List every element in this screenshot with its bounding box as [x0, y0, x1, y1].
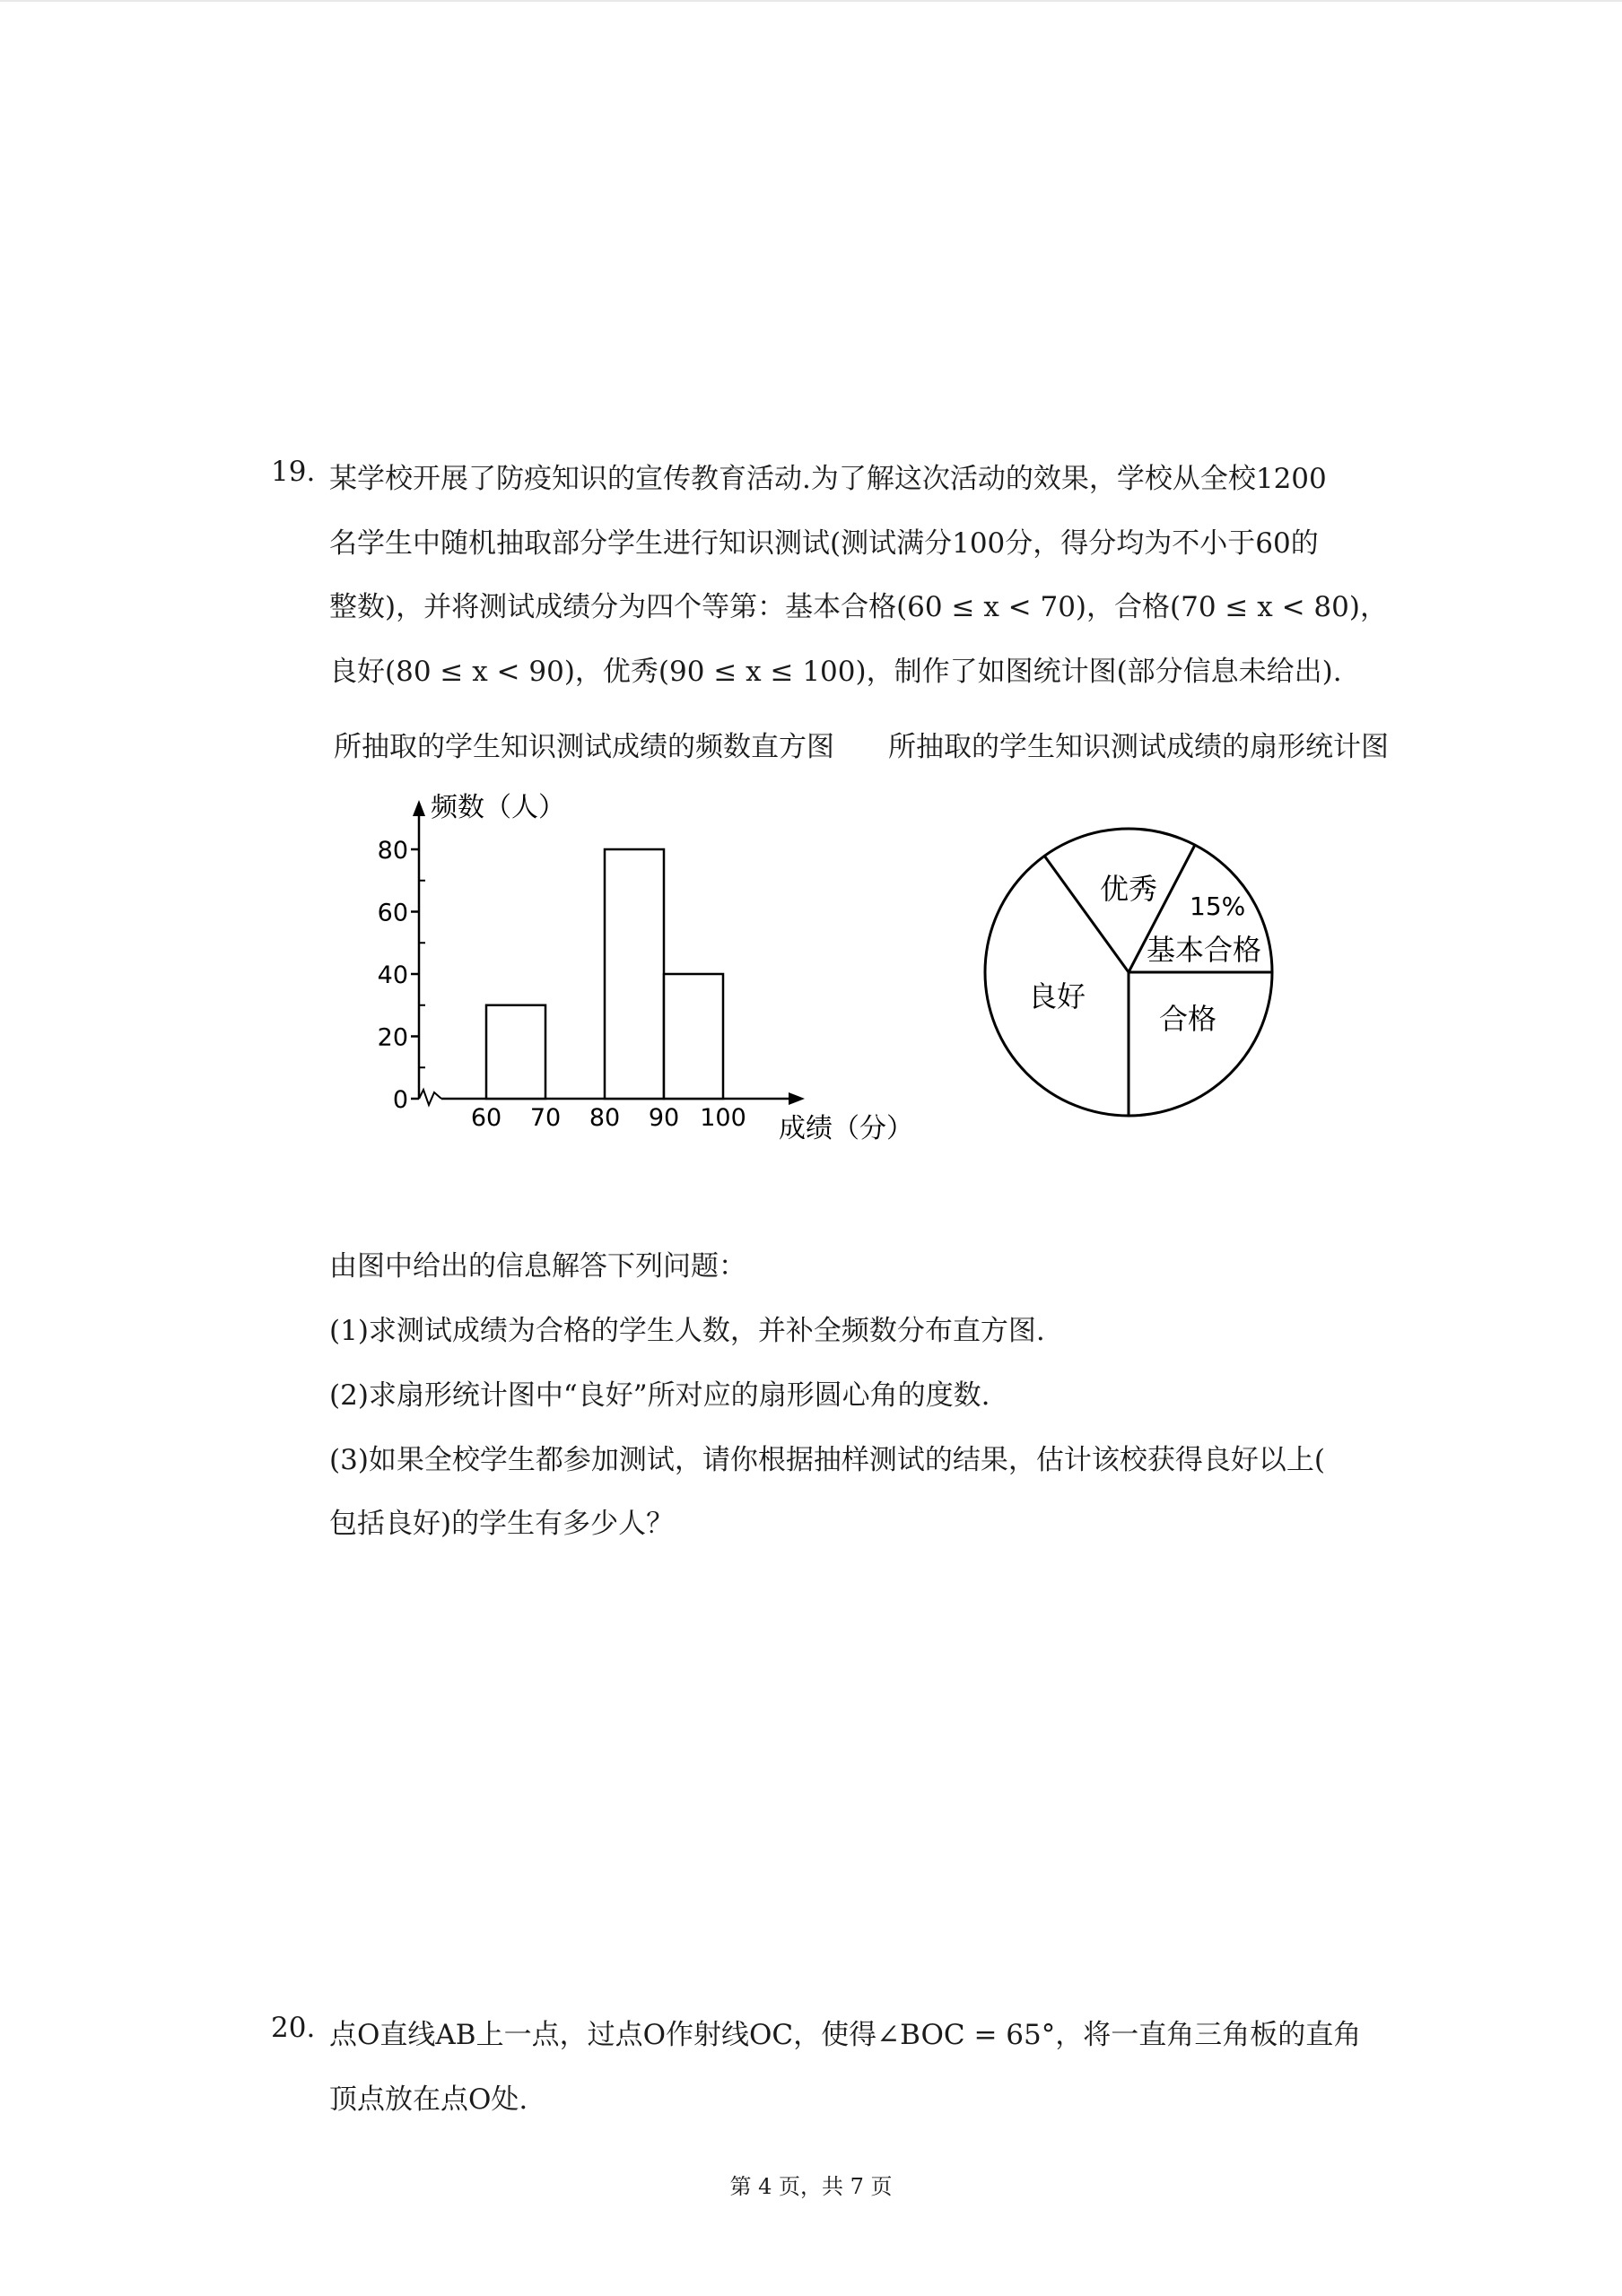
question-19-part-1: (1)求测试成绩为合格的学生人数，并补全频数分布直方图.	[329, 1315, 1045, 1347]
question-20-line-2: 顶点放在点O处.	[329, 2083, 528, 2116]
histogram-title: 所抽取的学生知识测试成绩的频数直方图	[334, 731, 834, 763]
sector-pie-chart	[985, 829, 1272, 1116]
histogram-x-tick-label: 80	[589, 1104, 621, 1132]
question-19-part-3-continued: 包括良好)的学生有多少人？	[329, 1508, 675, 1540]
histogram-bar	[486, 1005, 545, 1099]
pie-label-basic-pass: 基本合格	[1147, 933, 1262, 967]
histogram-x-tick-label: 70	[529, 1104, 562, 1132]
histogram-x-tick-label: 100	[700, 1104, 746, 1132]
question-19-part-3: (3)如果全校学生都参加测试，请你根据抽样测试的结果，估计该校获得良好以上(	[329, 1444, 1326, 1476]
histogram-y-axis-label: 频数（人）	[431, 792, 565, 823]
histogram-bar	[605, 849, 664, 1099]
histogram-y-tick-label: 40	[377, 961, 408, 989]
question-19-line-4: 良好(80 ≤ x < 90)，优秀(90 ≤ x ≤ 100)，制作了如图统计图(部分信息未给出).	[329, 656, 1342, 688]
histogram-x-tick-label: 60	[470, 1104, 502, 1132]
questions-intro: 由图中给出的信息解答下列问题：	[329, 1250, 746, 1283]
pie-label-basic-pass-percent: 15%	[1190, 891, 1246, 921]
histogram-y-axis-arrow	[413, 800, 425, 816]
pie-label-good: 良好	[1028, 979, 1086, 1013]
histogram-x-axis-label: 成绩（分）	[779, 1113, 913, 1144]
pie-label-pass: 合格	[1159, 1002, 1217, 1036]
histogram-x-tick-label: 90	[648, 1104, 680, 1132]
question-19-line-3: 整数)，并将测试成绩分为四个等第：基本合格(60 ≤ x < 70)，合格(70 ≤ x < 80)，	[329, 591, 1388, 623]
histogram-bar	[664, 974, 723, 1099]
question-19-line-2: 名学生中随机抽取部分学生进行知识测试(测试满分100分，得分均为不小于60的	[329, 527, 1319, 560]
histogram-y-tick-label: 0	[392, 1086, 408, 1114]
frequency-histogram	[378, 792, 913, 1144]
pie-chart-title: 所抽取的学生知识测试成绩的扇形统计图	[888, 731, 1389, 763]
histogram-y-tick-label: 80	[377, 837, 408, 865]
question-19-number: 19.	[271, 456, 316, 488]
histogram-y-tick-label: 20	[377, 1023, 408, 1052]
histogram-y-tick-label: 60	[377, 899, 408, 927]
question-20-line-1: 点O直线AB上一点，过点O作射线OC，使得∠BOC = 65°，将一直角三角板的直角	[329, 2019, 1362, 2051]
pie-label-excellent: 优秀	[1100, 872, 1158, 906]
histogram-x-axis-arrow	[789, 1092, 805, 1105]
question-19-line-1: 某学校开展了防疫知识的宣传教育活动.为了解这次活动的效果，学校从全校1200	[329, 463, 1327, 495]
statistics-figure	[359, 789, 1310, 1166]
question-19-part-2: (2)求扇形统计图中“良好”所对应的扇形圆心角的度数.	[329, 1379, 990, 1412]
histogram-axis-break	[419, 1090, 441, 1105]
question-20-number: 20.	[271, 2012, 316, 2044]
page-top-edge	[0, 0, 1622, 2]
page-footer: 第 4 页，共 7 页	[729, 2174, 893, 2199]
